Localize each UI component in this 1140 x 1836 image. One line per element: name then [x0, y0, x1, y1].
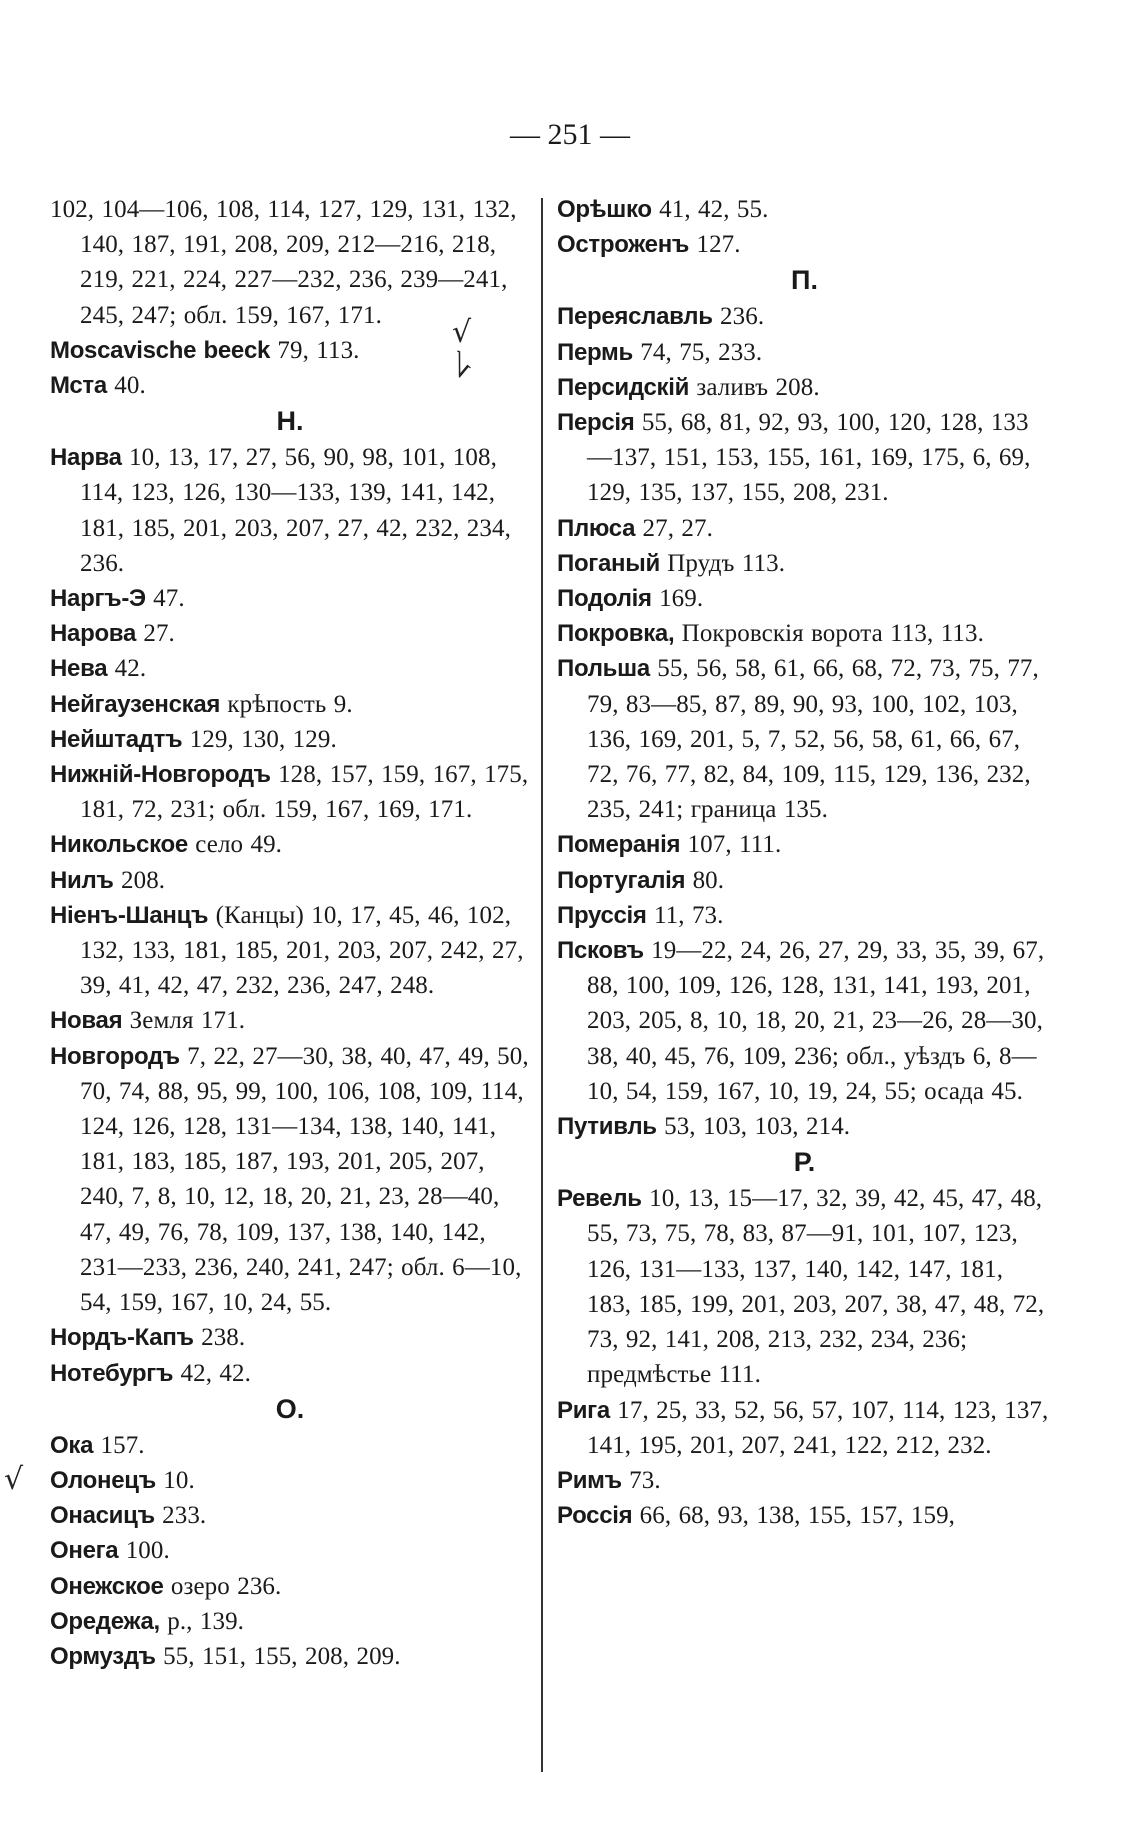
entry-headword: Ніенъ-Шанцъ [50, 901, 209, 929]
section-letter: П. [791, 265, 818, 296]
entry-references: Покровскія ворота 113, 113. [674, 620, 984, 648]
entry-references: 11, 73. [646, 901, 724, 929]
section-letter: О. [275, 1393, 305, 1424]
entry-references: крѣпость 9. [220, 690, 353, 718]
entry-headword: Онасицъ [50, 1502, 155, 1530]
entry-headword: Пермь [557, 338, 633, 366]
entry-headword: Рига [557, 1396, 610, 1424]
entry-headword: Пруссія [557, 901, 647, 929]
entry-headword: Никольское [50, 831, 188, 859]
entry-headword: Ока [50, 1431, 94, 1459]
entry-references: Земля 171. [122, 1007, 246, 1035]
entry-references: 53, 103, 103, 214. [656, 1113, 851, 1141]
entry-references: 10, 13, 17, 27, 56, 90, 98, 101, 108, 114, 123, 126, 130—133, 139, 141, 142, 181, 185, 201, 203, 207, 27, 42, 232, 234, 236. [80, 444, 511, 577]
entry-headword: Нотебургъ [50, 1359, 174, 1387]
index-entry [50, 440, 530, 581]
index-entry [50, 1003, 530, 1038]
index-entry [50, 1533, 530, 1568]
entry-headword: Нилъ [50, 866, 114, 894]
entry-headword: Римъ [557, 1466, 622, 1494]
index-entry [50, 757, 530, 827]
entry-references: 47. [145, 585, 185, 613]
entry-references: 102, 104—106, 108, 114, 127, 129, 131, 132, 140, 187, 191, 208, 209, 212—216, 218, 219, 221, 224, 227—232, 236, 239—241, 245, 247; обл. 159, 167, 171. [50, 196, 517, 329]
handwritten-check-mark-1: √ [452, 315, 472, 350]
index-entry [50, 1428, 530, 1463]
entry-references: 66, 68, 93, 138, 155, 157, 159, [632, 1502, 956, 1530]
index-entry [557, 511, 1052, 546]
entry-references: 128, 157, 159, 167, 175, 181, 72, 231; обл. 159, 167, 169, 171. [80, 761, 529, 824]
entry-references: 55, 68, 81, 92, 93, 100, 120, 128, 133—137, 151, 153, 155, 161, 169, 175, 6, 69, 129, 135, 137, 155, 208, 231. [587, 409, 1031, 507]
index-entry [50, 687, 530, 722]
entry-references: 233. [154, 1502, 207, 1530]
entry-references: Прудъ 113. [659, 549, 786, 577]
entry-references: р., 139. [159, 1607, 245, 1635]
entry-headword: Ормуздъ [50, 1642, 156, 1670]
index-entry [50, 1498, 530, 1533]
entry-headword: Россія [557, 1502, 633, 1530]
entry-references: 27, 27. [635, 514, 713, 542]
entry-headword: Псковъ [557, 937, 644, 965]
entry-references: 17, 25, 33, 52, 56, 57, 107, 114, 123, 137, 141, 195, 201, 207, 241, 122, 212, 232. [587, 1396, 1049, 1459]
entry-headword: Нейгаузенская [50, 690, 221, 718]
entry-references: 55, 56, 58, 61, 66, 68, 72, 73, 75, 77, 79, 83—85, 87, 89, 90, 93, 100, 102, 103, 136, 169, 201, 5, 7, 52, 56, 58, 61, 66, 67, 72, 76, 77, 82, 84, 109, 115, 129, 136, 232, 235, 241; граница 135. [587, 655, 1039, 824]
handwritten-check-mark-2: √ [446, 347, 477, 388]
index-entry [557, 651, 1052, 827]
entry-headword: Нордъ-Капъ [50, 1324, 194, 1352]
index-entry [50, 1320, 530, 1355]
entry-references: 238. [193, 1324, 246, 1352]
entry-headword: Нева [50, 655, 108, 683]
entry-references: 42. [107, 655, 147, 683]
column-divider [541, 198, 543, 1772]
index-entry [557, 933, 1052, 1109]
handwritten-check-mark-3: √ [4, 1462, 24, 1497]
entry-references: 55, 151, 155, 208, 209. [155, 1642, 401, 1670]
index-entry [557, 370, 1052, 405]
index-entry [50, 722, 530, 757]
section-letter: Н. [276, 406, 304, 437]
entry-headword: Путивль [557, 1113, 657, 1141]
entry-headword: Нижній-Новгородъ [50, 761, 271, 789]
entry-headword: Персія [557, 409, 635, 437]
index-entry [557, 1181, 1052, 1392]
entry-headword: Нейштадтъ [50, 725, 183, 753]
entry-references: 41, 42, 55. [651, 196, 769, 223]
entry-headword: Новая [50, 1007, 123, 1035]
entry-headword: Новгородъ [50, 1042, 180, 1070]
index-entry [50, 651, 530, 686]
entry-references: 157. [93, 1431, 145, 1459]
section-letter: Р. [793, 1147, 816, 1178]
entry-headword: Онега [50, 1537, 119, 1565]
index-entry [557, 1109, 1052, 1144]
index-entry [50, 616, 530, 651]
index-entry [557, 581, 1052, 616]
index-entry [557, 299, 1052, 334]
entry-headword: Польша [557, 655, 650, 683]
entry-headword: Наргъ-Э [50, 585, 146, 613]
index-entry [557, 1498, 1052, 1533]
entry-references: 7, 22, 27—30, 38, 40, 47, 49, 50, 70, 74, 88, 95, 99, 100, 106, 108, 109, 114, 124, 126, 128, 131—134, 138, 140, 141, 181, 183, 185, 187, 193, 201, 205, 207, 240, 7, 8, 10, 12, 18, 20, 21, 23, 28—40, 47, 49, 76, 78, 109, 137, 138, 140, 142, 231—233, 236, 240, 241, 247; обл. 6—10, 54, 159, 167, 10, 24, 55. [80, 1042, 529, 1317]
entry-headword: Португалія [557, 866, 686, 894]
entry-headword: Поганый [557, 549, 660, 577]
entry-references: 10. [155, 1466, 195, 1494]
entry-references: 40. [106, 372, 146, 400]
entry-headword: Олонецъ [50, 1466, 156, 1494]
entry-headword: Нарва [50, 444, 122, 472]
index-entry [50, 827, 530, 862]
entry-headword: Подолія [557, 585, 652, 613]
entry-references: 129, 130, 129. [182, 725, 337, 753]
entry-headword: Мста [50, 372, 107, 400]
entry-headword: Плюса [557, 514, 636, 542]
entry-references: 236. [712, 303, 765, 331]
entry-references: заливъ 208. [689, 373, 820, 401]
entry-headword: Переяславль [557, 303, 713, 331]
entry-headword: Moscavische beeck [50, 336, 271, 364]
entry-headword: Оредежа, [50, 1607, 160, 1635]
index-entry [50, 1604, 530, 1639]
entry-references: озеро 236. [163, 1572, 282, 1600]
entry-headword: Покровка, [557, 620, 675, 648]
entry-references: 79, 113. [270, 336, 360, 364]
entry-headword: Персидскій [557, 373, 690, 401]
entry-references: 73. [621, 1466, 661, 1494]
entry-references: (Канцы) 10, 17, 45, 46, 102, 132, 133, 181, 185, 201, 203, 207, 242, 27, 39, 41, 42, 47, 232, 236, 247, 248. [80, 901, 524, 1000]
entry-references: 42, 42. [173, 1359, 251, 1387]
index-entry [50, 1356, 530, 1391]
index-entry [557, 227, 1052, 262]
entry-references: 19—22, 24, 26, 27, 29, 33, 35, 39, 67, 88, 100, 109, 126, 128, 131, 141, 193, 201, 203, 205, 8, 10, 18, 20, 21, 23—26, 28—30, 38, 40, 45, 76, 109, 236; обл., уѣздъ 6, 8—10, 54, 159, 167, 10, 19, 24, 55; осада 45. [587, 937, 1045, 1105]
entry-references: 27. [136, 620, 175, 648]
entry-references: 107, 111. [680, 831, 782, 859]
entry-references: 10, 13, 15—17, 32, 39, 42, 45, 47, 48, 55, 73, 75, 78, 83, 87—91, 101, 107, 123, 126, 131—133, 137, 140, 142, 147, 181, 183, 185, 199, 201, 203, 207, 38, 47, 48, 72, 73, 92, 141, 208, 213, 232, 234, 236; предмѣстье 111. [587, 1185, 1045, 1389]
index-entry [557, 405, 1052, 511]
index-entry [557, 335, 1052, 370]
index-column-left [50, 192, 530, 1674]
index-entry [50, 1639, 530, 1674]
index-entry [50, 1463, 530, 1498]
index-entry [557, 1463, 1052, 1498]
index-entry [50, 898, 530, 1004]
entry-references: 74, 75, 233. [632, 338, 763, 366]
entry-references: 169. [651, 585, 704, 613]
index-entry [557, 898, 1052, 933]
entry-references: 80. [685, 866, 725, 894]
index-entry [50, 192, 530, 333]
index-entry [557, 616, 1052, 651]
entry-headword: Онежское [50, 1572, 164, 1600]
index-entry [50, 863, 530, 898]
entry-references: село 49. [187, 831, 283, 859]
index-entry [557, 192, 1052, 227]
index-entry [557, 1393, 1052, 1463]
entry-references: 208. [113, 866, 166, 894]
entry-references: 100. [118, 1537, 170, 1565]
entry-headword: Остроженъ [557, 231, 690, 259]
entry-references: 127. [689, 231, 741, 259]
index-entry [50, 1569, 530, 1604]
index-entry [50, 1039, 530, 1321]
entry-headword: Орѣшко [557, 196, 652, 223]
index-entry [557, 863, 1052, 898]
index-entry [557, 827, 1052, 862]
index-entry [50, 581, 530, 616]
entry-headword: Нарова [50, 620, 136, 648]
page-number: — 251 — [510, 118, 630, 151]
index-column-right [557, 192, 1052, 1533]
entry-headword: Ревель [557, 1185, 642, 1213]
index-entry [557, 546, 1052, 581]
entry-headword: Померанія [557, 831, 681, 859]
